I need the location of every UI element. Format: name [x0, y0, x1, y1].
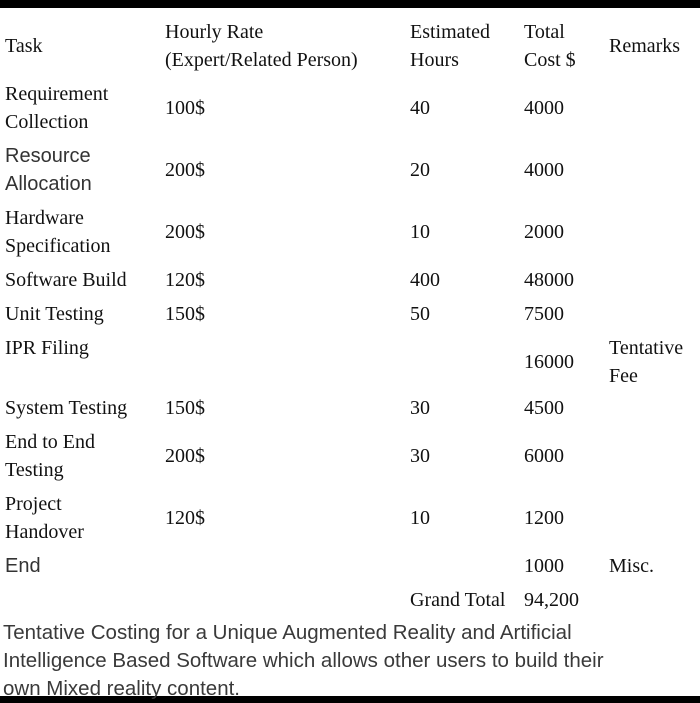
header-remarks: Remarks: [609, 35, 681, 57]
caption-line: Intelligence Based Software which allows other users to build their: [3, 649, 604, 672]
estimated-hours: 10: [410, 221, 430, 243]
hourly-rate: 200$: [165, 159, 205, 181]
header-estimated-hours: Estimated: [410, 21, 490, 43]
total-cost: 6000: [524, 445, 564, 467]
task-name: End to End: [5, 431, 95, 453]
hourly-rate: 150$: [165, 397, 205, 419]
estimated-hours: 30: [410, 445, 430, 467]
header-task: Task: [5, 35, 43, 57]
remarks: Tentative: [609, 337, 684, 359]
task-name: Specification: [5, 235, 111, 257]
task-name: Project: [5, 493, 62, 515]
total-cost: 1000: [524, 555, 564, 577]
header-total-cost: Cost $: [524, 49, 576, 71]
task-name: Collection: [5, 111, 89, 133]
task-name: IPR Filing: [5, 337, 89, 359]
task-name: Handover: [5, 521, 84, 543]
task-name: Resource: [5, 145, 91, 167]
remarks: Fee: [609, 365, 638, 387]
caption-line: Tentative Costing for a Unique Augmented Reality and Artificial: [3, 621, 572, 644]
task-name: Allocation: [5, 173, 92, 195]
total-cost: 2000: [524, 221, 564, 243]
total-cost: 48000: [524, 269, 574, 291]
total-cost: 4000: [524, 97, 564, 119]
task-name: Hardware: [5, 207, 84, 229]
estimated-hours: 40: [410, 97, 430, 119]
estimated-hours: 30: [410, 397, 430, 419]
cost-document: [0, 8, 700, 700]
estimated-hours: 20: [410, 159, 430, 181]
task-name: Unit Testing: [5, 303, 104, 325]
hourly-rate: 100$: [165, 97, 205, 119]
estimated-hours: 50: [410, 303, 430, 325]
header-hourly-rate: (Expert/Related Person): [165, 49, 358, 71]
total-cost: 4500: [524, 397, 564, 419]
grand-total-label: Grand Total: [410, 589, 506, 611]
header-hourly-rate: Hourly Rate: [165, 21, 264, 43]
total-cost: 1200: [524, 507, 564, 529]
hourly-rate: 120$: [165, 269, 205, 291]
total-cost: 16000: [524, 351, 574, 373]
task-name: Software Build: [5, 269, 127, 291]
total-cost: 4000: [524, 159, 564, 181]
task-name: Requirement: [5, 83, 109, 105]
header-estimated-hours: Hours: [410, 49, 459, 71]
task-name: End: [5, 555, 41, 577]
hourly-rate: 200$: [165, 445, 205, 467]
grand-total-value: 94,200: [524, 589, 579, 611]
hourly-rate: 150$: [165, 303, 205, 325]
total-cost: 7500: [524, 303, 564, 325]
header-total-cost: Total: [524, 21, 565, 43]
task-name: System Testing: [5, 397, 128, 419]
remarks: Misc.: [609, 555, 654, 577]
hourly-rate: 200$: [165, 221, 205, 243]
hourly-rate: 120$: [165, 507, 205, 529]
caption: [3, 619, 695, 703]
caption-line: own Mixed reality content.: [3, 677, 241, 700]
task-name: Testing: [5, 459, 64, 481]
estimated-hours: 10: [410, 507, 430, 529]
estimated-hours: 400: [410, 269, 440, 291]
